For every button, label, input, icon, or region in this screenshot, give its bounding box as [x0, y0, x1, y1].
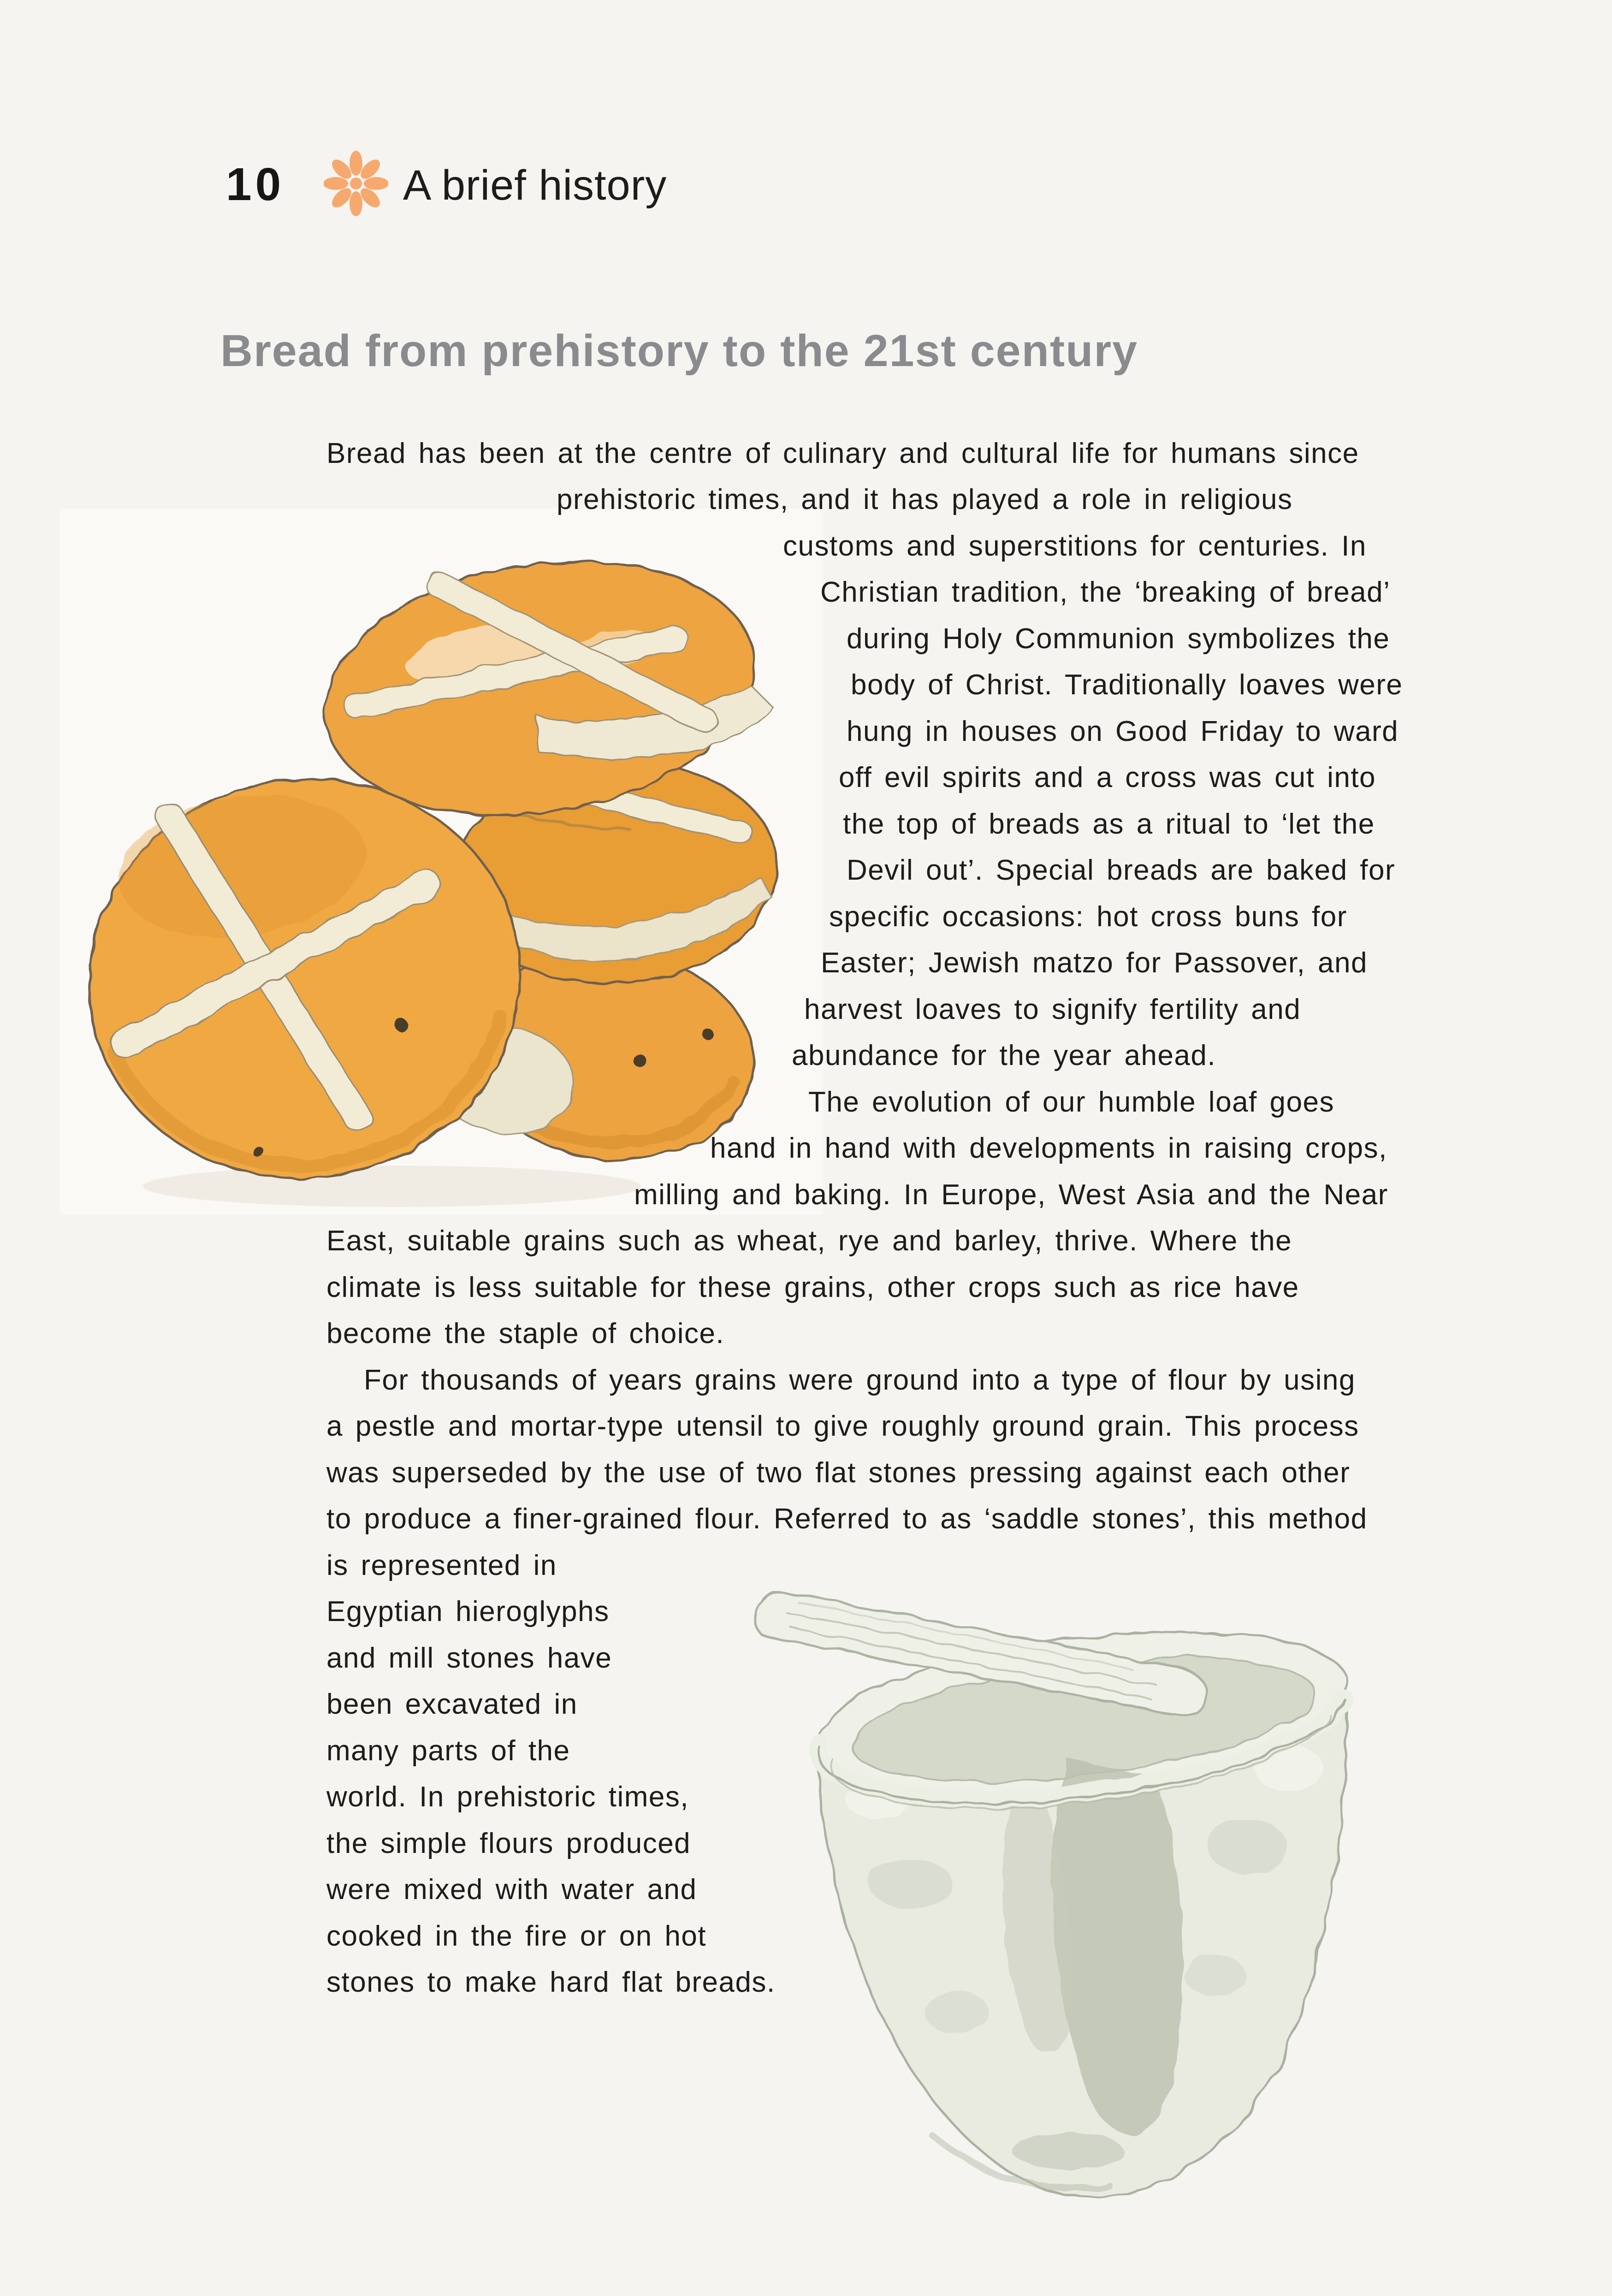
- body-line: stones to make hard flat breads.: [326, 1966, 776, 1998]
- body-line: off evil spirits and a cross was cut into: [839, 762, 1376, 793]
- body-line: hand in hand with developments in raising crops,: [710, 1132, 1387, 1164]
- body-line: body of Christ. Traditionally loaves were: [851, 669, 1403, 701]
- body-line: the simple flours produced: [326, 1828, 691, 1859]
- body-line: during Holy Communion symbolizes the: [847, 623, 1390, 655]
- body-line: Christian tradition, the ‘breaking of bread’: [820, 576, 1391, 608]
- body-line: world. In prehistoric times,: [326, 1781, 689, 1813]
- body-line: been excavated in: [326, 1688, 578, 1720]
- body-line: the top of breads as a ritual to ‘let the: [843, 808, 1375, 840]
- body-line: Egyptian hieroglyphs: [326, 1596, 610, 1627]
- body-line: For thousands of years grains were ground into a type of flour by using: [364, 1364, 1356, 1396]
- body-line: were mixed with water and: [326, 1874, 697, 1905]
- body-line: is represented in: [326, 1550, 557, 1581]
- body-line: many parts of the: [326, 1735, 570, 1767]
- page-number: 10: [226, 159, 285, 210]
- body-line: The evolution of our humble loaf goes: [808, 1086, 1334, 1118]
- body-line: milling and baking. In Europe, West Asia and the Near: [634, 1179, 1388, 1211]
- body-line: Easter; Jewish matzo for Passover, and: [821, 947, 1368, 979]
- body-line: hung in houses on Good Friday to ward: [847, 716, 1399, 747]
- body-line: specific occasions: hot cross buns for: [829, 901, 1347, 933]
- running-header-title: A brief history: [403, 162, 667, 209]
- body-line: climate is less suitable for these grains, other crops such as rice have: [326, 1272, 1299, 1303]
- body-line: Bread has been at the centre of culinary and cultural life for humans since: [326, 438, 1359, 469]
- body-line: cooked in the fire or on hot: [326, 1920, 707, 1952]
- body-line: customs and superstitions for centuries. In: [783, 530, 1367, 562]
- flower-icon: [324, 150, 388, 217]
- body-line: become the staple of choice.: [326, 1318, 725, 1349]
- body-line: to produce a finer-grained flour. Referred to as ‘saddle stones’, this method: [326, 1503, 1368, 1535]
- hot-cross-buns-illustration: [60, 509, 823, 1217]
- page-title: Bread from prehistory to the 21st century: [220, 325, 1138, 376]
- body-line: East, suitable grains such as wheat, rye and barley, thrive. Where the: [326, 1225, 1292, 1257]
- body-line: was superseded by the use of two flat stones pressing against each other: [326, 1457, 1351, 1489]
- body-line: harvest loaves to signify fertility and: [804, 994, 1301, 1025]
- pestle-mortar-illustration: [717, 1561, 1413, 2231]
- body-line: prehistoric times, and it has played a role in religious: [557, 484, 1293, 515]
- body-line: and mill stones have: [326, 1642, 612, 1674]
- body-line: Devil out’. Special breads are baked for: [847, 854, 1396, 886]
- body-line: a pestle and mortar-type utensil to give roughly ground grain. This process: [326, 1410, 1359, 1442]
- body-line: abundance for the year ahead.: [792, 1040, 1216, 1071]
